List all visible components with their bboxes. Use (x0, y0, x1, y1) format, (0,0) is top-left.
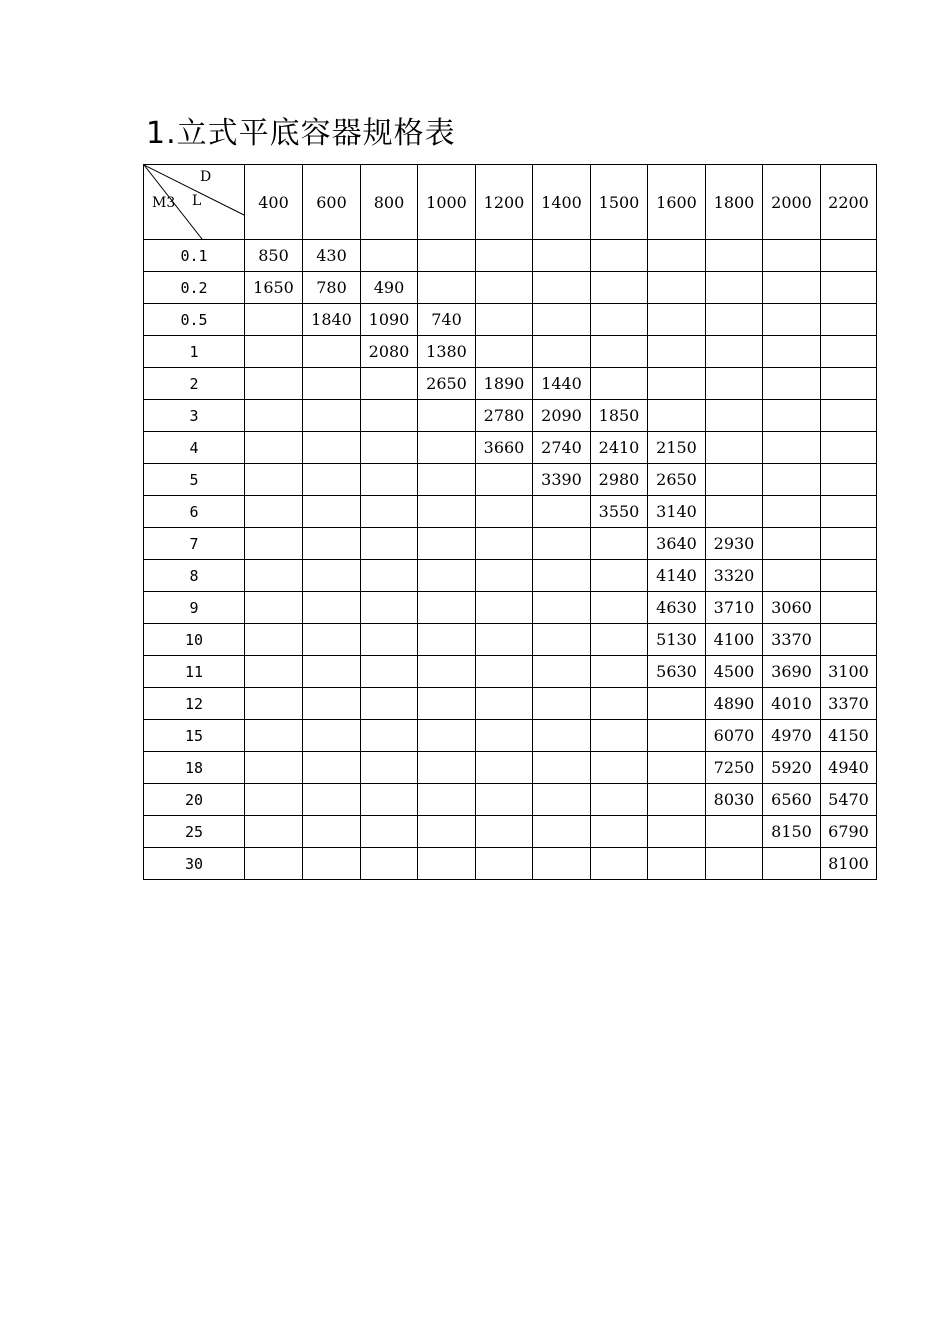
table-cell (533, 528, 591, 560)
table-cell: 8030 (706, 784, 763, 816)
table-cell (591, 240, 648, 272)
table-cell: 3060 (763, 592, 821, 624)
row-label: 8 (144, 560, 245, 592)
table-cell (706, 400, 763, 432)
table-cell (418, 496, 476, 528)
table-cell (303, 560, 361, 592)
table-cell (418, 592, 476, 624)
table-cell (821, 368, 877, 400)
table-cell (648, 368, 706, 400)
table-row (144, 592, 877, 624)
table-cell (361, 752, 418, 784)
table-cell: 4890 (706, 688, 763, 720)
table-cell (533, 848, 591, 880)
table-row (144, 752, 877, 784)
table-cell (476, 592, 533, 624)
table-cell (476, 336, 533, 368)
table-cell (361, 592, 418, 624)
table-cell (763, 304, 821, 336)
table-cell: 2090 (533, 400, 591, 432)
row-label: 12 (144, 688, 245, 720)
table-cell (418, 752, 476, 784)
table-cell: 3390 (533, 464, 591, 496)
table-cell (763, 240, 821, 272)
table-cell (533, 688, 591, 720)
column-header: 1500 (591, 165, 648, 240)
table-cell (476, 272, 533, 304)
table-cell (763, 560, 821, 592)
table-cell (533, 560, 591, 592)
table-cell (245, 400, 303, 432)
table-cell (648, 336, 706, 368)
table-cell: 5470 (821, 784, 877, 816)
table-cell (763, 400, 821, 432)
table-cell (763, 496, 821, 528)
table-cell: 7250 (706, 752, 763, 784)
table-cell (418, 848, 476, 880)
table-cell (821, 624, 877, 656)
table-cell: 4100 (706, 624, 763, 656)
table-row (144, 464, 877, 496)
table-cell (303, 464, 361, 496)
column-header: 2200 (821, 165, 877, 240)
table-cell (648, 240, 706, 272)
corner-label-l: L (192, 193, 202, 209)
table-cell (648, 752, 706, 784)
table-cell: 2980 (591, 464, 648, 496)
table-cell (591, 592, 648, 624)
table-cell (706, 304, 763, 336)
row-label: 2 (144, 368, 245, 400)
spec-table (143, 164, 877, 880)
table-cell (591, 304, 648, 336)
table-cell (245, 656, 303, 688)
table-cell: 3320 (706, 560, 763, 592)
table-cell (821, 560, 877, 592)
table-row (144, 240, 877, 272)
row-label: 6 (144, 496, 245, 528)
table-cell: 1890 (476, 368, 533, 400)
table-cell (418, 784, 476, 816)
table-cell (763, 272, 821, 304)
table-cell (361, 432, 418, 464)
column-header: 2000 (763, 165, 821, 240)
table-cell: 5630 (648, 656, 706, 688)
table-cell (821, 592, 877, 624)
table-cell (245, 304, 303, 336)
table-row (144, 272, 877, 304)
table-cell (763, 432, 821, 464)
table-cell: 2410 (591, 432, 648, 464)
table-cell (476, 720, 533, 752)
table-cell: 2740 (533, 432, 591, 464)
table-cell (361, 848, 418, 880)
table-row (144, 720, 877, 752)
table-cell (591, 624, 648, 656)
table-cell (245, 432, 303, 464)
table-cell: 8100 (821, 848, 877, 880)
table-cell: 4940 (821, 752, 877, 784)
header-row (144, 165, 877, 240)
table-cell: 5920 (763, 752, 821, 784)
row-label: 10 (144, 624, 245, 656)
table-cell (303, 624, 361, 656)
table-cell: 3370 (763, 624, 821, 656)
table-cell: 740 (418, 304, 476, 336)
table-cell (533, 752, 591, 784)
table-cell (418, 400, 476, 432)
row-label: 3 (144, 400, 245, 432)
table-row (144, 560, 877, 592)
table-cell (763, 336, 821, 368)
table-cell: 1850 (591, 400, 648, 432)
table-cell (418, 240, 476, 272)
table-cell: 3640 (648, 528, 706, 560)
table-cell (591, 528, 648, 560)
table-cell (361, 688, 418, 720)
row-label: 9 (144, 592, 245, 624)
table-cell: 1440 (533, 368, 591, 400)
table-cell: 2780 (476, 400, 533, 432)
table-cell: 4970 (763, 720, 821, 752)
table-cell (245, 816, 303, 848)
table-cell (706, 848, 763, 880)
table-cell (303, 368, 361, 400)
column-header: 600 (303, 165, 361, 240)
table-cell (476, 528, 533, 560)
table-cell (591, 560, 648, 592)
table-cell (245, 464, 303, 496)
table-cell (476, 304, 533, 336)
table-cell (245, 368, 303, 400)
table-cell (303, 688, 361, 720)
table-cell (245, 592, 303, 624)
table-cell (418, 272, 476, 304)
table-cell (591, 720, 648, 752)
table-cell: 780 (303, 272, 361, 304)
table-cell: 3140 (648, 496, 706, 528)
table-cell (763, 464, 821, 496)
table-row (144, 624, 877, 656)
table-cell (591, 688, 648, 720)
row-label: 15 (144, 720, 245, 752)
table-cell (591, 368, 648, 400)
table-cell: 1380 (418, 336, 476, 368)
table-cell (763, 848, 821, 880)
table-cell (245, 848, 303, 880)
table-row (144, 400, 877, 432)
table-cell: 490 (361, 272, 418, 304)
table-cell: 3370 (821, 688, 877, 720)
table-row (144, 432, 877, 464)
table-cell (361, 560, 418, 592)
table-cell (418, 560, 476, 592)
column-header: 1200 (476, 165, 533, 240)
column-header: 800 (361, 165, 418, 240)
table-cell: 3710 (706, 592, 763, 624)
table-cell (361, 720, 418, 752)
table-cell: 2150 (648, 432, 706, 464)
table-cell (476, 464, 533, 496)
table-cell: 1650 (245, 272, 303, 304)
table-cell (476, 496, 533, 528)
table-cell (361, 528, 418, 560)
table-cell (533, 816, 591, 848)
column-header: 1800 (706, 165, 763, 240)
row-label: 11 (144, 656, 245, 688)
table-cell: 6070 (706, 720, 763, 752)
table-cell (706, 336, 763, 368)
table-cell (533, 240, 591, 272)
table-cell: 8150 (763, 816, 821, 848)
table-cell (476, 560, 533, 592)
table-cell (476, 624, 533, 656)
table-cell (245, 496, 303, 528)
table-cell (245, 528, 303, 560)
table-cell (361, 368, 418, 400)
table-cell (303, 336, 361, 368)
row-label: 7 (144, 528, 245, 560)
table-cell (648, 784, 706, 816)
table-cell (706, 240, 763, 272)
table-cell (648, 848, 706, 880)
table-cell (533, 304, 591, 336)
table-cell (706, 432, 763, 464)
table-cell (648, 400, 706, 432)
table-cell: 3690 (763, 656, 821, 688)
table-cell: 4630 (648, 592, 706, 624)
table-cell (533, 624, 591, 656)
corner-label-d: D (200, 169, 212, 185)
table-cell (303, 848, 361, 880)
table-cell (648, 816, 706, 848)
table-cell (533, 784, 591, 816)
table-cell (763, 528, 821, 560)
row-label: 20 (144, 784, 245, 816)
page-title: 1.立式平底容器规格表 (146, 116, 456, 151)
table-row (144, 336, 877, 368)
table-cell (303, 400, 361, 432)
table-cell (648, 304, 706, 336)
table-cell (361, 240, 418, 272)
table-row (144, 688, 877, 720)
table-cell (418, 432, 476, 464)
table-cell (821, 240, 877, 272)
table-cell (361, 656, 418, 688)
table-cell (821, 400, 877, 432)
table-cell (418, 656, 476, 688)
table-cell (361, 400, 418, 432)
row-label: 25 (144, 816, 245, 848)
table-row (144, 528, 877, 560)
table-cell (245, 752, 303, 784)
table-cell (361, 496, 418, 528)
table-cell (821, 464, 877, 496)
table-cell (245, 720, 303, 752)
column-header: 400 (245, 165, 303, 240)
table-cell (361, 784, 418, 816)
table-cell (303, 432, 361, 464)
table-cell (303, 720, 361, 752)
table-cell: 4140 (648, 560, 706, 592)
row-label: 5 (144, 464, 245, 496)
table-cell (476, 656, 533, 688)
table-cell (476, 816, 533, 848)
table-cell (648, 272, 706, 304)
row-label: 18 (144, 752, 245, 784)
table-cell: 4500 (706, 656, 763, 688)
table-cell (591, 336, 648, 368)
table-cell (476, 784, 533, 816)
table-cell (763, 368, 821, 400)
corner-label-m3: M3 (152, 195, 176, 211)
table-cell (648, 688, 706, 720)
table-cell (303, 816, 361, 848)
table-cell (476, 848, 533, 880)
table-cell: 1840 (303, 304, 361, 336)
table-cell: 3550 (591, 496, 648, 528)
table-cell (476, 240, 533, 272)
row-label: 0.5 (144, 304, 245, 336)
table-cell (591, 272, 648, 304)
row-label: 1 (144, 336, 245, 368)
table-cell: 2650 (418, 368, 476, 400)
row-label: 0.2 (144, 272, 245, 304)
table-cell: 3660 (476, 432, 533, 464)
table-cell (591, 784, 648, 816)
table-cell (821, 496, 877, 528)
table-cell (706, 816, 763, 848)
column-header: 1400 (533, 165, 591, 240)
table-cell (533, 720, 591, 752)
table-cell (303, 784, 361, 816)
row-label: 0.1 (144, 240, 245, 272)
table-cell (245, 336, 303, 368)
table-cell (418, 528, 476, 560)
table-cell (706, 464, 763, 496)
table-cell (591, 848, 648, 880)
table-cell: 4010 (763, 688, 821, 720)
table-row (144, 816, 877, 848)
table-cell (418, 720, 476, 752)
table-cell (533, 592, 591, 624)
table-row (144, 784, 877, 816)
table-cell (303, 496, 361, 528)
table-cell (361, 464, 418, 496)
table-cell (648, 720, 706, 752)
table-cell (303, 528, 361, 560)
table-cell: 430 (303, 240, 361, 272)
table-cell (591, 816, 648, 848)
table-row (144, 496, 877, 528)
table-cell (418, 688, 476, 720)
row-label: 4 (144, 432, 245, 464)
table-cell (821, 432, 877, 464)
table-cell: 3100 (821, 656, 877, 688)
table-cell (821, 304, 877, 336)
table-cell (533, 656, 591, 688)
table-cell (476, 752, 533, 784)
diagonal-header-cell (144, 165, 245, 240)
table-cell (245, 784, 303, 816)
column-header: 1600 (648, 165, 706, 240)
table-cell (591, 656, 648, 688)
table-cell: 2650 (648, 464, 706, 496)
table-cell (303, 752, 361, 784)
table-cell (533, 272, 591, 304)
table-cell (303, 592, 361, 624)
row-label: 30 (144, 848, 245, 880)
table-cell (476, 688, 533, 720)
table-cell: 6560 (763, 784, 821, 816)
table-cell (591, 752, 648, 784)
table-cell: 4150 (821, 720, 877, 752)
table-cell (821, 336, 877, 368)
table-cell: 850 (245, 240, 303, 272)
table-row (144, 368, 877, 400)
table-cell (418, 464, 476, 496)
table-cell (245, 624, 303, 656)
table-cell (361, 624, 418, 656)
table-cell (821, 272, 877, 304)
table-cell: 5130 (648, 624, 706, 656)
table-cell (418, 624, 476, 656)
table-row (144, 656, 877, 688)
table-cell (706, 368, 763, 400)
table-cell (533, 496, 591, 528)
table-cell (418, 816, 476, 848)
table-cell: 2930 (706, 528, 763, 560)
table-cell (303, 656, 361, 688)
table-cell: 6790 (821, 816, 877, 848)
table-cell (533, 336, 591, 368)
table-cell: 1090 (361, 304, 418, 336)
table-row (144, 304, 877, 336)
table-cell (706, 496, 763, 528)
table-cell: 2080 (361, 336, 418, 368)
table-row (144, 848, 877, 880)
table-cell (245, 560, 303, 592)
table-cell (361, 816, 418, 848)
table-cell (245, 688, 303, 720)
table-cell (706, 272, 763, 304)
column-header: 1000 (418, 165, 476, 240)
table-cell (821, 528, 877, 560)
